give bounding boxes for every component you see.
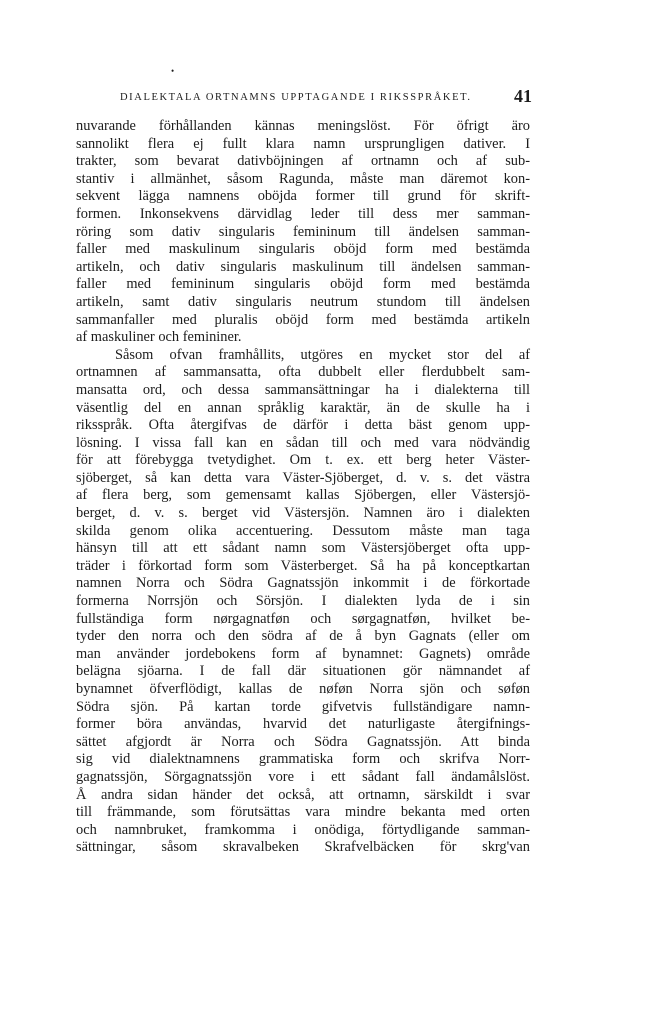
- text-line: fullständiga form nørgagnatføn och sørgagnatføn, hvilket be-: [76, 610, 530, 627]
- text-line: belägna sjöarna. I de fall där situationen gör nämnandet af: [76, 663, 530, 680]
- text-line: mansatta ord, och dessa sammansättningar ha i dialekterna till: [76, 381, 530, 398]
- text-line: träder i förkortad form som Västerberget. Så ha på konceptkartan: [76, 557, 530, 574]
- text-line: tyder den norra och den södra af de å byn Gagnats (eller om: [76, 628, 530, 645]
- text-line: väsentlig del en annan språklig karaktär, än de skulle ha i: [76, 399, 530, 416]
- text-line: gagnatssjön, Sörgagnatssjön vore i ett sådant fall ändamålslöst.: [76, 768, 530, 785]
- text-line: sättningar, såsom skravalbeken Skrafvelbäcken för skrg'van: [76, 839, 530, 856]
- text-line: röring som dativ singularis femininum till ändelsen samman-: [76, 223, 530, 240]
- paragraph-start-line: Såsom ofvan framhållits, utgöres en mycket stor del af: [115, 346, 530, 363]
- running-head: DIALEKTALA ORTNAMNS UPPTAGANDE I RIKSSPRÅKET.: [120, 92, 472, 103]
- text-line: och namnbruket, framkomma i onödiga, förtydligande samman-: [76, 821, 530, 838]
- text-line: för att förebygga tvetydighet. Om t. ex. ett berg heter Väster-: [76, 452, 530, 469]
- text-line: sekvent lägga namnens oböjda former till grund för skrift-: [76, 188, 530, 205]
- text-line: former böra användas, hvarvid det naturligaste återgifnings-: [76, 716, 530, 733]
- text-line: stantiv i allmänhet, såsom Ragunda, måste man däremot kon-: [76, 170, 530, 187]
- text-line: faller med maskulinum singularis oböjd form med bestämda: [76, 241, 530, 258]
- text-line: formerna Norrsjön och Sörsjön. I dialekten lyda de i sin: [76, 593, 530, 610]
- text-line: berget, d. v. s. berget vid Västersjön. Namnen äro i dialekten: [76, 505, 530, 522]
- text-line: faller med femininum singularis oböjd form med bestämda: [76, 276, 530, 293]
- text-line: ortnamnen af sammansatta, ofta dubbelt eller flerdubbelt sam-: [76, 364, 530, 381]
- text-line: af maskuliner och femininer.: [76, 329, 242, 346]
- text-line: bynamnet öfverflödigt, kallas de nøføn Norra sjön och søføn: [76, 681, 530, 697]
- text-line: sättet afgjordt är Norra och Södra Gagnatssjön. Att binda: [76, 733, 530, 750]
- ink-speck: •: [171, 66, 175, 76]
- text-line: af flera berg, som gemensamt kallas Sjöbergen, eller Västersjö-: [76, 487, 530, 504]
- text-line: Södra sjön. På kartan torde gifvetvis fullständigare namn-: [76, 698, 530, 715]
- text-line: sig vid dialektnamnens grammatiska form och skrifva Norr-: [76, 751, 530, 768]
- text-line: trakter, som bevarat dativböjningen af ortnamn och af sub-: [76, 153, 530, 170]
- text-line: lösning. I vissa fall kan en sådan till och med vara nödvändig: [76, 434, 530, 451]
- body-text: [76, 118, 530, 857]
- text-line: formen. Inkonsekvens därvidlag leder till dess mer samman-: [76, 205, 530, 222]
- text-line: sammanfaller med pluralis oböjd form med bestämda artikeln: [76, 311, 530, 328]
- page-number: 41: [514, 86, 532, 106]
- text-line: sannolikt flera ej fullt klara namn ursprungligen dativer. I: [76, 135, 530, 152]
- text-line: riksspråk. Ofta återgifvas de därför i detta bäst genom upp-: [76, 417, 530, 434]
- text-line: man använder jordebokens form af bynamnet: Gagnets) område: [76, 645, 530, 662]
- text-line: sjöberget, så kan detta vara Väster-Sjöberget, d. v. s. det västra: [76, 469, 530, 486]
- text-line: artikeln, samt dativ singularis neutrum stundom till ändelsen: [76, 293, 530, 310]
- page-header: [120, 86, 532, 110]
- text-line: artikeln, och dativ singularis maskulinum till ändelsen samman-: [76, 258, 530, 275]
- text-line: skilda genom olika accentuering. Dessutom måste man taga: [76, 522, 530, 539]
- text-line: namnen Norra och Södra Gagnatssjön inkommit i de förkortade: [76, 575, 530, 592]
- text-line: till främmande, som förutsättas vara mindre bekanta med orten: [76, 804, 530, 821]
- text-line: nuvarande förhållanden kännas meningslöst. För öfrigt äro: [76, 118, 530, 134]
- text-line: Å andra sidan händer det också, att ortnamn, särskildt i svar: [76, 786, 530, 803]
- text-line: hänsyn till att ett sådant namn som Västersjöberget ofta upp-: [76, 540, 530, 557]
